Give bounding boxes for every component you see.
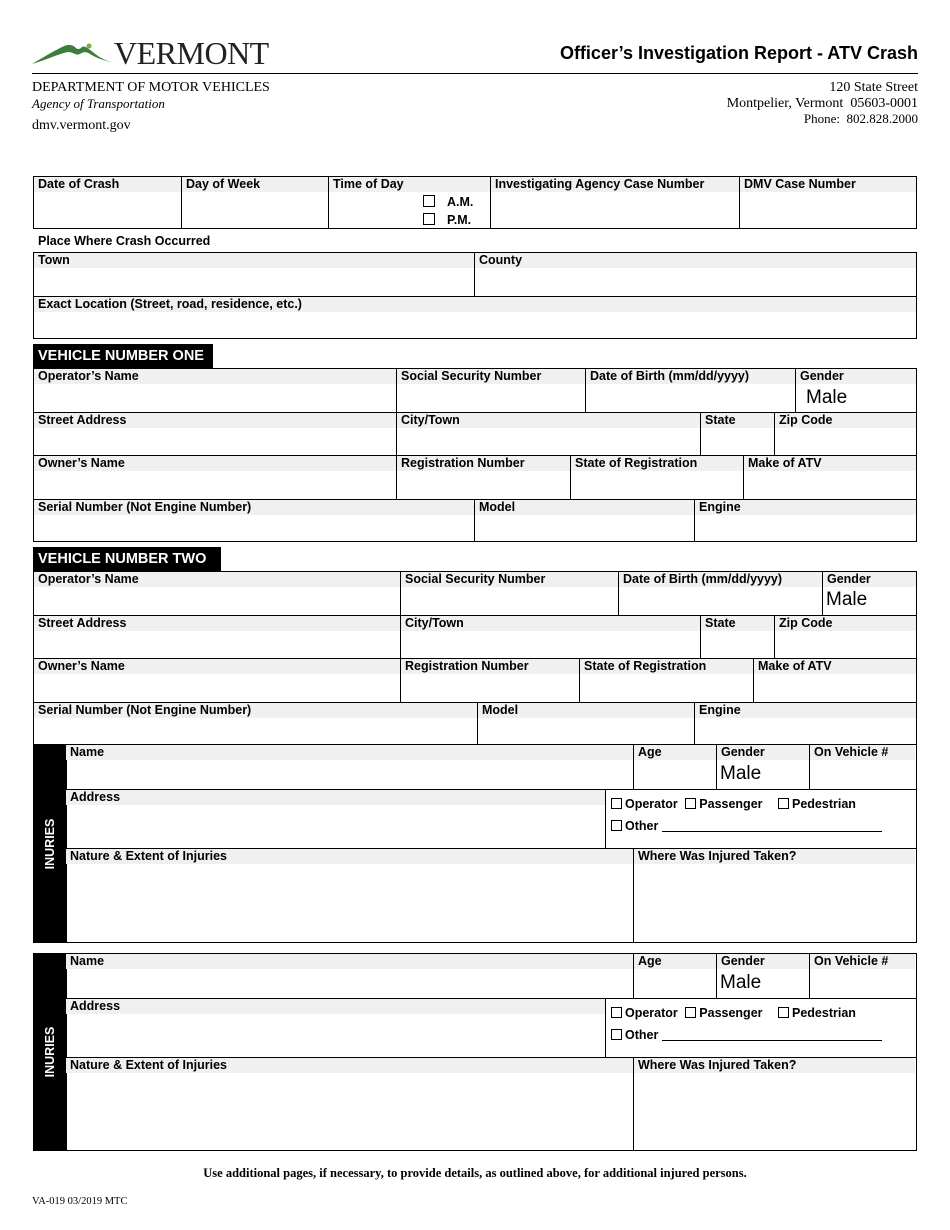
county-label: County [475, 253, 916, 268]
inj2-taken-label: Where Was Injured Taken? [634, 1058, 915, 1073]
inj1-other-label: Other [625, 819, 659, 833]
v2-gender-field[interactable] [823, 572, 916, 615]
v2-dob-field[interactable] [619, 572, 823, 615]
inj1-other-input[interactable] [662, 819, 882, 832]
crash-info-section [33, 176, 917, 229]
v2-zip-label: Zip Code [775, 616, 916, 631]
v2-owner-name-label: Owner’s Name [34, 659, 400, 674]
v2-state-label: State [701, 616, 774, 631]
inj1-gender-label: Gender [717, 745, 809, 760]
exact-location-field[interactable] [34, 297, 916, 338]
mountain-logo-icon [32, 38, 116, 70]
inj1-vehicle-field[interactable] [810, 745, 915, 789]
inj1-other-option[interactable] [611, 819, 658, 833]
inj1-taken-label: Where Was Injured Taken? [634, 849, 915, 864]
inj2-name-field[interactable] [66, 954, 634, 998]
v1-make-field[interactable] [744, 456, 916, 499]
inj1-operator-option[interactable] [611, 797, 678, 811]
street-address: 120 State Street [829, 80, 918, 95]
v1-operator-name-label: Operator’s Name [34, 369, 396, 384]
pm-option[interactable] [423, 213, 471, 227]
inj1-age-label: Age [634, 745, 716, 760]
injuries-2-sidebar [33, 953, 67, 1151]
v2-model-field[interactable] [478, 703, 695, 744]
form-id: VA-019 03/2019 MTC [32, 1196, 128, 1207]
injuries-1-side-label: INURIES [43, 818, 57, 869]
v2-model-label: Model [478, 703, 694, 718]
v1-dob-label: Date of Birth (mm/dd/yyyy) [586, 369, 795, 384]
v1-city-field[interactable] [397, 413, 701, 455]
v2-state-registration-label: State of Registration [580, 659, 753, 674]
inj2-role-field [606, 999, 915, 1057]
county-field[interactable] [475, 253, 916, 296]
inj1-pedestrian-label: Pedestrian [792, 797, 856, 811]
inj2-vehicle-field[interactable] [810, 954, 915, 998]
dmv-case-number-label: DMV Case Number [740, 177, 916, 192]
v1-registration-field[interactable] [397, 456, 571, 499]
inj1-address-field[interactable] [66, 790, 606, 848]
inj1-nature-label: Nature & Extent of Injuries [66, 849, 633, 864]
inj1-name-field[interactable] [66, 745, 634, 789]
form-title: Officer’s Investigation Report - ATV Crash [559, 43, 918, 63]
time-of-day-field [329, 177, 491, 228]
v1-ssn-label: Social Security Number [397, 369, 585, 384]
v2-engine-field[interactable] [695, 703, 916, 744]
inj2-pedestrian-option[interactable] [778, 1006, 856, 1020]
v2-registration-field[interactable] [401, 659, 580, 702]
inj2-gender-field[interactable] [717, 954, 810, 998]
v1-zip-label: Zip Code [775, 413, 916, 428]
am-label: A.M. [447, 195, 474, 209]
inj1-vehicle-label: On Vehicle # [810, 745, 915, 760]
footer-note: Use additional pages, if necessary, to provide details, as outlined above, for additional injured persons. [203, 1166, 747, 1180]
v1-model-label: Model [475, 500, 694, 515]
v1-state-field[interactable] [701, 413, 775, 455]
inj1-passenger-label: Passenger [699, 797, 763, 811]
agency-case-number-field[interactable] [491, 177, 740, 228]
v2-zip-field[interactable] [775, 616, 916, 658]
v2-engine-label: Engine [695, 703, 916, 718]
v1-engine-field[interactable] [695, 500, 916, 541]
inj2-other-option[interactable] [611, 1028, 658, 1042]
v2-street-address-label: Street Address [34, 616, 400, 631]
inj2-age-label: Age [634, 954, 716, 969]
agency-case-number-label: Investigating Agency Case Number [491, 177, 739, 192]
v2-serial-field[interactable] [34, 703, 478, 744]
inj2-name-label: Name [66, 954, 633, 969]
v2-state-field[interactable] [701, 616, 775, 658]
inj1-pedestrian-option[interactable] [778, 797, 856, 811]
inj2-passenger-label: Passenger [699, 1006, 763, 1020]
v1-street-address-label: Street Address [34, 413, 396, 428]
inj2-address-field[interactable] [66, 999, 606, 1057]
inj2-pedestrian-checkbox[interactable] [778, 1007, 789, 1018]
phone: Phone: 802.828.2000 [803, 111, 918, 126]
city-address: Montpelier, Vermont 05603-0001 [726, 96, 918, 111]
v2-gender-value: Male [826, 589, 868, 610]
v1-owner-name-label: Owner’s Name [34, 456, 396, 471]
date-of-crash-label: Date of Crash [34, 177, 181, 192]
v2-dob-label: Date of Birth (mm/dd/yyyy) [619, 572, 822, 587]
v2-operator-name-label: Operator’s Name [34, 572, 400, 587]
pm-checkbox[interactable] [423, 213, 435, 225]
inj2-nature-label: Nature & Extent of Injuries [66, 1058, 633, 1073]
logo-wordmark: VERMONT [114, 35, 269, 71]
v2-ssn-label: Social Security Number [401, 572, 618, 587]
v1-ssn-field[interactable] [397, 369, 586, 412]
inj1-passenger-option[interactable] [685, 797, 762, 811]
v1-model-field[interactable] [475, 500, 695, 541]
inj2-role-row2 [611, 1028, 882, 1042]
vehicle-one-heading: VEHICLE NUMBER ONE [33, 344, 213, 368]
v1-gender-value: Male [806, 387, 848, 408]
inj2-pedestrian-label: Pedestrian [792, 1006, 856, 1020]
v2-registration-label: Registration Number [401, 659, 579, 674]
v2-serial-label: Serial Number (Not Engine Number) [34, 703, 477, 718]
agency-name: Agency of Transportation [32, 96, 165, 111]
v1-dob-field[interactable] [586, 369, 796, 412]
inj2-taken-field[interactable] [634, 1058, 915, 1150]
day-of-week-field[interactable] [182, 177, 329, 228]
v2-city-label: City/Town [401, 616, 700, 631]
am-option[interactable] [423, 195, 473, 209]
v2-make-field[interactable] [754, 659, 916, 702]
v1-street-address-field[interactable] [34, 413, 397, 455]
inj1-gender-field[interactable] [717, 745, 810, 789]
inj2-gender-value: Male [720, 972, 762, 993]
v1-gender-label: Gender [796, 369, 916, 384]
dmv-case-number-field[interactable] [740, 177, 916, 228]
department-name: DEPARTMENT OF MOTOR VEHICLES [32, 80, 270, 95]
place-section [33, 252, 917, 339]
v1-operator-name-field[interactable] [34, 369, 397, 412]
v1-zip-field[interactable] [775, 413, 916, 455]
injuries-2-side-label: INURIES [43, 1026, 57, 1078]
inj1-passenger-checkbox[interactable] [685, 798, 696, 809]
v2-street-address-field[interactable] [34, 616, 401, 658]
inj1-gender-value: Male [720, 763, 762, 784]
exact-location-label: Exact Location (Street, road, residence, etc.) [34, 297, 916, 312]
inj1-role-field [606, 790, 915, 848]
day-of-week-label: Day of Week [182, 177, 328, 192]
vehicle-two-section [33, 571, 917, 745]
vehicle-one-section [33, 368, 917, 542]
pm-label: P.M. [447, 213, 472, 227]
place-heading: Place Where Crash Occurred [38, 234, 211, 248]
inj2-other-checkbox[interactable] [611, 1029, 622, 1040]
am-checkbox[interactable] [423, 195, 435, 207]
v2-city-field[interactable] [401, 616, 701, 658]
time-of-day-label: Time of Day [329, 177, 490, 192]
inj2-gender-label: Gender [717, 954, 809, 969]
v1-registration-label: Registration Number [397, 456, 570, 471]
v1-engine-label: Engine [695, 500, 916, 515]
inj2-passenger-checkbox[interactable] [685, 1007, 696, 1018]
v1-owner-name-field[interactable] [34, 456, 397, 499]
inj2-other-label: Other [625, 1028, 659, 1042]
inj1-pedestrian-checkbox[interactable] [778, 798, 789, 809]
inj2-address-label: Address [66, 999, 605, 1014]
town-label: Town [34, 253, 474, 268]
v1-state-registration-label: State of Registration [571, 456, 743, 471]
v2-ssn-field[interactable] [401, 572, 619, 615]
inj2-operator-label: Operator [625, 1006, 678, 1020]
injuries-2-section [66, 953, 917, 1151]
v2-gender-label: Gender [823, 572, 916, 587]
v1-gender-field[interactable] [796, 369, 916, 412]
v2-make-label: Make of ATV [754, 659, 916, 674]
inj2-nature-field[interactable] [66, 1058, 634, 1150]
website[interactable]: dmv.vermont.gov [32, 118, 131, 133]
vermont-logo [32, 35, 269, 72]
inj2-operator-option[interactable] [611, 1006, 678, 1020]
inj1-operator-checkbox[interactable] [611, 798, 622, 809]
inj1-nature-field[interactable] [66, 849, 634, 942]
inj1-name-label: Name [66, 745, 633, 760]
injuries-1-section [66, 744, 917, 943]
inj2-role-row1 [611, 1006, 856, 1020]
injuries-1-sidebar [33, 744, 67, 943]
inj1-address-label: Address [66, 790, 605, 805]
v1-state-label: State [701, 413, 774, 428]
inj1-role-row1 [611, 797, 856, 811]
v1-serial-field[interactable] [34, 500, 475, 541]
v1-city-label: City/Town [397, 413, 700, 428]
header-rule [32, 73, 918, 74]
v1-make-label: Make of ATV [744, 456, 916, 471]
inj1-taken-field[interactable] [634, 849, 915, 942]
v2-state-registration-field[interactable] [580, 659, 754, 702]
date-of-crash-field[interactable] [34, 177, 182, 228]
inj2-operator-checkbox[interactable] [611, 1007, 622, 1018]
inj2-passenger-option[interactable] [685, 1006, 762, 1020]
town-field[interactable] [34, 253, 475, 296]
inj2-vehicle-label: On Vehicle # [810, 954, 915, 969]
inj1-operator-label: Operator [625, 797, 678, 811]
inj1-other-checkbox[interactable] [611, 820, 622, 831]
inj2-age-field[interactable] [634, 954, 717, 998]
inj2-other-input[interactable] [662, 1028, 882, 1041]
v1-state-registration-field[interactable] [571, 456, 744, 499]
v2-owner-name-field[interactable] [34, 659, 401, 702]
v1-serial-label: Serial Number (Not Engine Number) [34, 500, 474, 515]
v2-operator-name-field[interactable] [34, 572, 401, 615]
inj1-age-field[interactable] [634, 745, 717, 789]
inj1-role-row2 [611, 819, 882, 833]
vehicle-two-heading: VEHICLE NUMBER TWO [33, 547, 221, 571]
